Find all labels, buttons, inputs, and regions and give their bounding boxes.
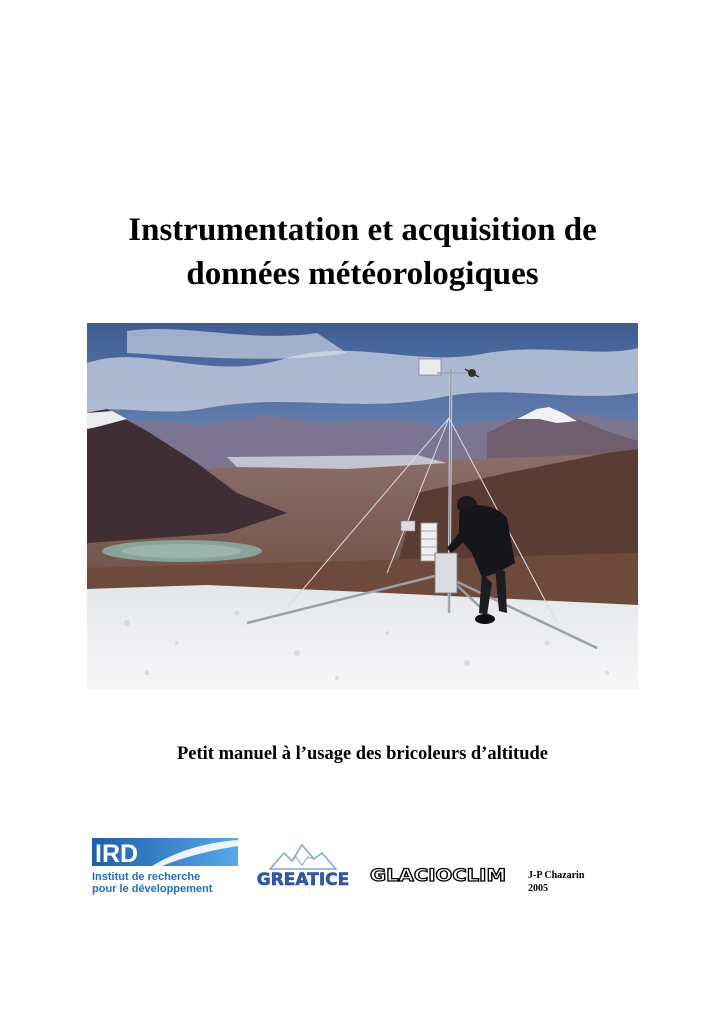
title-line-1: Instrumentation et acquisition de [128,212,597,248]
title-line-2: données météorologiques [186,256,539,292]
author-block [528,869,584,895]
svg-text:pour le développement: pour le développement [92,883,213,895]
ird-logo [92,838,238,896]
svg-text:GLACIOCLIM: GLACIOCLIM [370,866,506,885]
document-title [0,208,725,296]
greatice-logo [256,843,350,893]
svg-text:Institut de recherche: Institut de recherche [92,871,201,883]
publication-year: 2005 [528,883,548,894]
svg-text:GREATICE: GREATICE [256,870,350,890]
glacioclim-logo [370,864,508,886]
svg-text:IRD: IRD [95,840,139,868]
author-name: J-P Chazarin [528,870,585,881]
weather-station-photo-icon [87,323,638,689]
cover-photo [87,323,638,689]
subtitle: Petit manuel à l’usage des bricoleurs d’altitude [176,744,548,764]
